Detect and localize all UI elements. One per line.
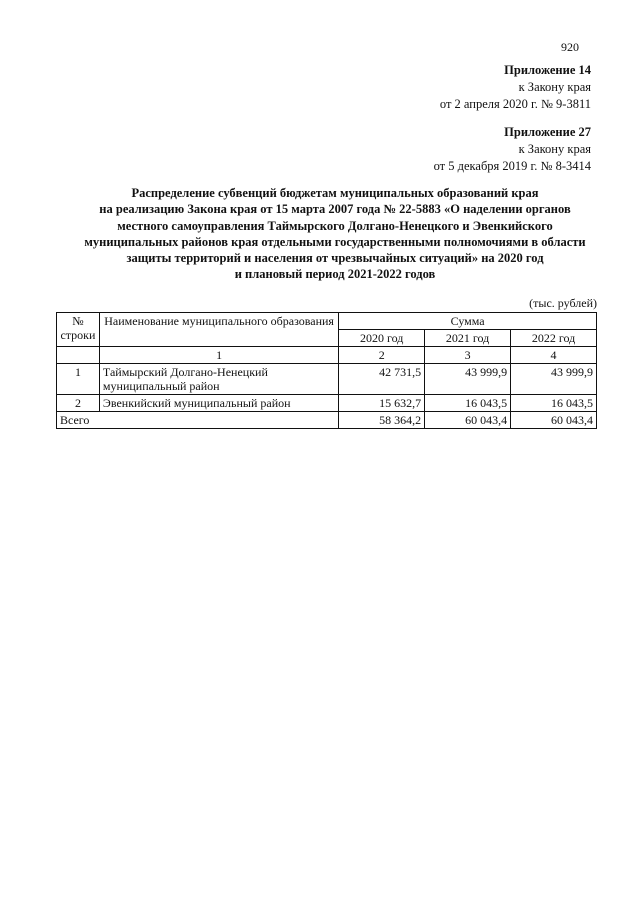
total-2021: 60 043,4 — [425, 412, 511, 429]
appendix-law-ref: к Закону края — [518, 80, 591, 94]
total-2022: 60 043,4 — [511, 412, 597, 429]
value-2021: 43 999,9 — [425, 364, 511, 395]
appendix-title: Приложение 14 — [504, 63, 591, 77]
row-number: 2 — [57, 395, 100, 412]
column-numbers-row — [57, 347, 597, 364]
value-2022: 16 043,5 — [511, 395, 597, 412]
column-number: 4 — [511, 347, 597, 364]
title-line: муниципальных районов края отдельными государственными полномочиями в области — [84, 234, 586, 249]
appendix-date-ref: от 5 декабря 2019 г. № 8-3414 — [433, 159, 591, 173]
document-title — [40, 185, 630, 283]
total-2020: 58 364,2 — [339, 412, 425, 429]
table-row — [57, 364, 597, 395]
title-line: на реализацию Закона края от 15 марта 2007 года № 22-5883 «О наделении органов — [99, 202, 571, 217]
table-header-row — [57, 313, 597, 330]
total-label: Всего — [57, 412, 339, 429]
value-2020: 42 731,5 — [339, 364, 425, 395]
header-name: Наименование муниципального образования — [99, 313, 338, 347]
page-number: 920 — [561, 40, 579, 54]
appendix-law-ref: к Закону края — [518, 142, 591, 156]
total-row — [57, 412, 597, 429]
column-number: 2 — [339, 347, 425, 364]
appendix-title: Приложение 27 — [504, 125, 591, 139]
header-year-2021: 2021 год — [425, 330, 511, 347]
column-number: 3 — [425, 347, 511, 364]
units-note: (тыс. рублей) — [529, 296, 597, 310]
table-row — [57, 395, 597, 412]
value-2020: 15 632,7 — [339, 395, 425, 412]
appendix-27-header — [434, 124, 591, 175]
row-number: 1 — [57, 364, 100, 395]
municipality-name: Эвенкийский муниципальный район — [99, 395, 338, 412]
header-year-2020: 2020 год — [339, 330, 425, 347]
title-line: Распределение субвенций бюджетам муниципальных образований края — [131, 186, 539, 200]
header-row-number: № строки — [57, 313, 100, 347]
municipality-name: Таймырский Долгано-Ненецкий муниципальный район — [99, 364, 338, 395]
title-line: местного самоуправления Таймырского Долгано-Ненецкого и Эвенкийского — [117, 218, 553, 233]
title-line: защиты территорий и населения от чрезвычайных ситуаций» на 2020 год — [126, 251, 544, 266]
subsidy-table — [56, 312, 597, 429]
header-sum: Сумма — [339, 313, 597, 330]
column-number-empty — [57, 347, 100, 364]
title-line: и плановый период 2021-2022 годов — [234, 267, 436, 282]
appendix-14-header — [440, 62, 591, 113]
column-number: 1 — [99, 347, 338, 364]
value-2022: 43 999,9 — [511, 364, 597, 395]
value-2021: 16 043,5 — [425, 395, 511, 412]
appendix-date-ref: от 2 апреля 2020 г. № 9-3811 — [439, 97, 591, 111]
header-year-2022: 2022 год — [511, 330, 597, 347]
